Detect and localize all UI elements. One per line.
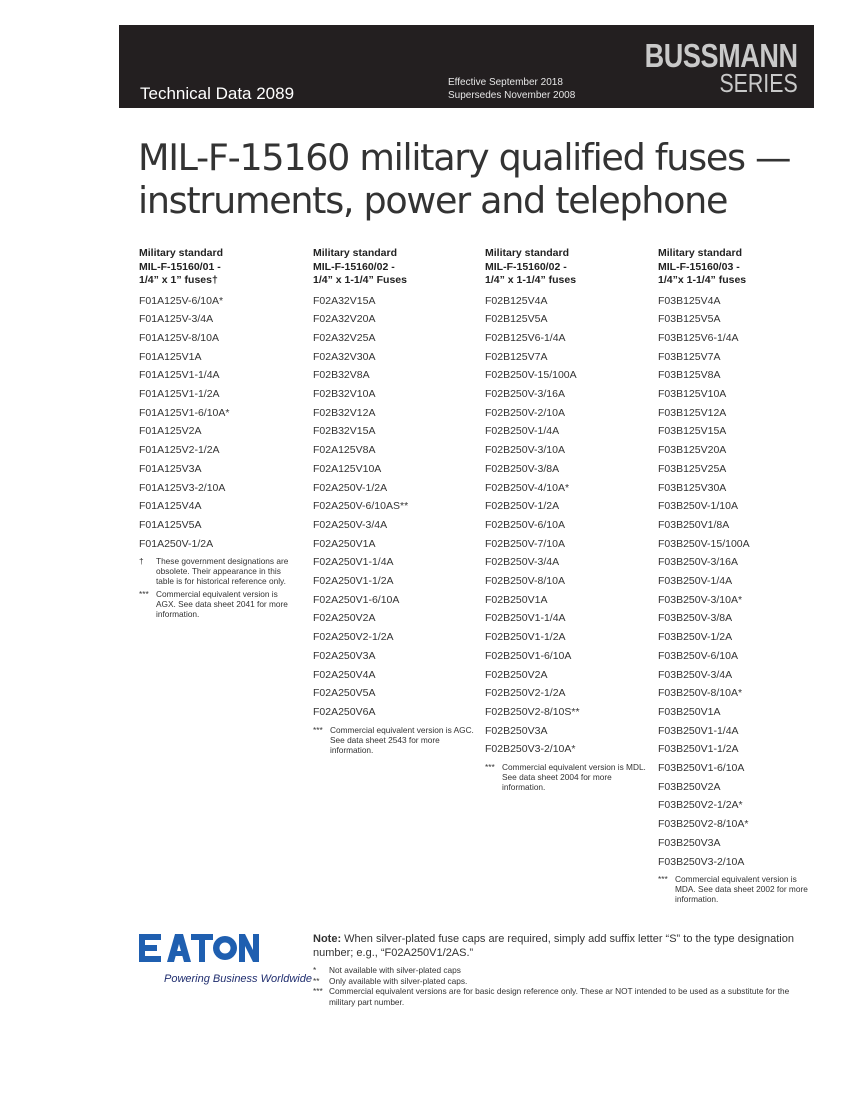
part-number: F02B250V3A: [485, 724, 548, 737]
part-number: F01A250V-1/2A: [139, 537, 214, 550]
part-number: F02B32V12A: [313, 406, 376, 419]
part-number: F02B250V-3/10A: [485, 444, 565, 457]
part-number: F02B250V1A: [485, 593, 548, 606]
part-number: F02B32V10A: [313, 388, 376, 401]
column-footnote: [313, 725, 478, 755]
footnote-symbol: *: [313, 965, 317, 975]
part-number: F02B250V1-1/2A: [485, 631, 566, 644]
part-number: F02A32V15A: [313, 294, 376, 307]
part-number: F03B250V-3/8A: [658, 612, 733, 625]
part-number: F02A250V3A: [313, 649, 376, 662]
column-15160-01: [139, 247, 299, 619]
part-number: F02A250V4A: [313, 668, 376, 681]
part-number: F03B250V-8/10A*: [658, 687, 743, 700]
part-number: F02A125V10A: [313, 462, 382, 475]
part-number: F02A250V1A: [313, 537, 376, 550]
footnote-text: Only available with silver-plated caps.: [329, 975, 468, 986]
header-banner: [119, 25, 814, 108]
part-number: F03B125V20A: [658, 444, 727, 457]
part-number: F03B250V1/8A: [658, 518, 730, 531]
part-number: F01A125V-6/10A*: [139, 294, 224, 307]
part-number: F01A125V1-6/10A*: [139, 406, 230, 419]
part-number: F02B32V15A: [313, 425, 376, 438]
heading-line: 1/4” x 1” fuses†: [139, 274, 218, 286]
part-number: F02B250V-1/4A: [485, 425, 560, 438]
part-number: F02A32V20A: [313, 313, 376, 326]
footnote: [313, 986, 813, 1007]
part-number: F03B125V25A: [658, 462, 727, 475]
part-number: F02B125V4A: [485, 294, 548, 307]
heading-line: 1/4” x 1-1/4” fuses: [485, 274, 577, 286]
brand-series: SERIES: [719, 68, 798, 98]
part-number: F01A125V3A: [139, 462, 202, 475]
part-number: F01A125V2A: [139, 425, 202, 438]
part-number: F02A250V5A: [313, 687, 376, 700]
column-15160-02a: [313, 247, 478, 755]
heading-line: MIL-F-15160/01 -: [139, 260, 221, 273]
column-heading: [658, 247, 813, 288]
footnote: [313, 976, 813, 987]
technical-data-label: Technical Data 2089: [140, 84, 295, 103]
footnote-text: These government designations are obsolete. Their appearance in this table is for historical reference only.: [156, 556, 289, 587]
part-number: F03B250V1-1/2A: [658, 743, 739, 756]
footnotes: [313, 965, 813, 1007]
heading-line: MIL-F-15160/02 -: [313, 260, 395, 273]
part-number: F02B250V-6/10A: [485, 518, 565, 531]
column-heading: [313, 247, 478, 288]
footnote: [313, 965, 813, 976]
footnote-symbol: ***: [313, 986, 323, 996]
footnote-symbol: ***: [313, 724, 323, 735]
part-number: F02B250V-7/10A: [485, 537, 565, 550]
column-footnote: [139, 556, 299, 586]
part-number: F01A125V2-1/2A: [139, 444, 220, 457]
footnote-text: Commercial equivalent version is AGC. See data sheet 2543 for more information.: [330, 724, 474, 755]
column-heading: [139, 247, 299, 288]
part-number: F03B125V4A: [658, 294, 721, 307]
part-number: F02B250V1-1/4A: [485, 612, 566, 625]
part-number: F03B125V6-1/4A: [658, 331, 739, 344]
part-number: F02B125V7A: [485, 350, 548, 363]
footnote-symbol: ***: [658, 874, 668, 885]
part-number: F03B250V-3/4A: [658, 668, 733, 681]
part-number: F03B250V2-8/10A*: [658, 818, 749, 831]
column-footnote: [485, 762, 650, 792]
footnote-symbol: **: [313, 975, 320, 986]
part-number: F03B125V8A: [658, 369, 721, 382]
part-number: F01A125V-3/4A: [139, 313, 214, 326]
heading-line: Military standard: [313, 247, 398, 259]
note-body: When silver-plated fuse caps are required, simply add suffix letter “S” to the type designation number; e.g., “F02A250V1/2AS.”: [313, 933, 794, 959]
part-number: F02A250V1-1/2A: [313, 575, 394, 588]
part-number: F01A125V1-1/2A: [139, 388, 220, 401]
part-number: F02B250V-8/10A: [485, 575, 565, 588]
page-title: [138, 136, 790, 222]
part-number: F02B125V6-1/4A: [485, 331, 566, 344]
part-number: F02A125V8A: [313, 444, 376, 457]
supersedes-date: Supersedes November 2008: [448, 90, 576, 101]
heading-line: Military standard: [485, 247, 570, 259]
footnote-text: Commercial equivalent version is MDL. See data sheet 2004 for more information.: [502, 762, 646, 793]
bottom-note-section: [313, 932, 813, 1007]
part-number: F02B250V1-6/10A: [485, 649, 572, 662]
part-number: F02B250V2A: [485, 668, 548, 681]
part-number: F02A250V6A: [313, 705, 376, 718]
part-number: F03B250V-6/10A: [658, 649, 738, 662]
part-number: F03B125V5A: [658, 313, 721, 326]
part-number: F03B250V-1/4A: [658, 575, 733, 588]
part-number: F03B125V7A: [658, 350, 721, 363]
part-number: F02A250V-1/2A: [313, 481, 388, 494]
part-number: F02B250V2-8/10S**: [485, 705, 580, 718]
part-number: F03B250V-1/10A: [658, 500, 738, 513]
part-number: F03B125V15A: [658, 425, 727, 438]
column-15160-02b: [485, 247, 650, 792]
part-number: F02A250V-6/10AS**: [313, 500, 409, 513]
part-number: F03B250V-1/2A: [658, 631, 733, 644]
part-number: F03B125V10A: [658, 388, 727, 401]
part-number: F01A125V4A: [139, 500, 202, 513]
part-number: F02A250V1-6/10A: [313, 593, 400, 606]
note-label: Note:: [313, 933, 342, 945]
column-footnote: [139, 589, 299, 619]
part-number: F02A250V-3/4A: [313, 518, 388, 531]
part-number: F02B32V8A: [313, 369, 370, 382]
bussmann-logo: [611, 39, 798, 96]
part-number: F03B125V12A: [658, 406, 727, 419]
part-number: F02A250V1-1/4A: [313, 556, 394, 569]
part-number: F03B125V30A: [658, 481, 727, 494]
footnote-text: Commercial equivalent versions are for basic design reference only. These ar NOT intended to be used as a substitute for the military part number.: [329, 986, 790, 1007]
title-line-2: instruments, power and telephone: [138, 179, 728, 222]
brand-name: BUSSMANN: [644, 37, 798, 74]
part-number: F02B250V-2/10A: [485, 406, 565, 419]
part-number: F02A32V25A: [313, 331, 376, 344]
part-number: F03B250V3-2/10A: [658, 855, 745, 868]
part-number: F03B250V2-1/2A*: [658, 799, 743, 812]
note-text: [313, 932, 813, 960]
eaton-logo: [139, 932, 312, 985]
heading-line: MIL-F-15160/02 -: [485, 260, 567, 273]
effective-date: Effective September 2018: [448, 77, 563, 88]
eaton-tagline: Powering Business Worldwide: [164, 973, 312, 985]
part-number: F03B250V-3/10A*: [658, 593, 743, 606]
heading-line: Military standard: [658, 247, 743, 259]
part-number: F02B250V-3/8A: [485, 462, 560, 475]
part-number: F01A125V-8/10A: [139, 331, 219, 344]
part-number: F01A125V5A: [139, 518, 202, 531]
part-number: F03B250V2A: [658, 780, 721, 793]
part-number: F02A250V2-1/2A: [313, 631, 394, 644]
part-number: F03B250V1A: [658, 705, 721, 718]
column-footnote: [658, 874, 813, 904]
footnote-symbol: †: [139, 556, 144, 567]
footnote-text: Commercial equivalent version is MDA. See data sheet 2002 for more information.: [675, 874, 808, 905]
part-number: F02B250V-15/100A: [485, 369, 577, 382]
part-number: F02B250V-3/16A: [485, 388, 565, 401]
part-number: F02B250V-1/2A: [485, 500, 560, 513]
footnote-text: Not available with silver-plated caps: [329, 965, 461, 975]
heading-line: MIL-F-15160/03 -: [658, 260, 740, 273]
column-15160-03: [658, 247, 813, 904]
footnote-symbol: ***: [139, 589, 149, 600]
footnote-text: Commercial equivalent version is AGX. See data sheet 2041 for more information.: [156, 589, 288, 620]
part-number: F02B250V-4/10A*: [485, 481, 570, 494]
heading-line: 1/4”x 1-1/4” fuses: [658, 274, 747, 286]
part-number: F02B250V2-1/2A: [485, 687, 566, 700]
part-number: F02B250V3-2/10A*: [485, 743, 576, 756]
column-heading: [485, 247, 650, 288]
title-line-1: MIL-F-15160 military qualified fuses —: [138, 136, 791, 179]
part-number: F03B250V1-6/10A: [658, 762, 745, 775]
part-number: F02A250V2A: [313, 612, 376, 625]
part-number: F02A32V30A: [313, 350, 376, 363]
part-number: F01A125V1A: [139, 350, 202, 363]
part-number: F03B250V3A: [658, 836, 721, 849]
part-number: F01A125V1-1/4A: [139, 369, 220, 382]
eaton-wordmark-icon: [139, 932, 259, 964]
part-number: F02B125V5A: [485, 313, 548, 326]
heading-line: Military standard: [139, 247, 224, 259]
part-number: F01A125V3-2/10A: [139, 481, 226, 494]
date-info: [448, 76, 575, 102]
part-number: F03B250V-3/16A: [658, 556, 738, 569]
part-number: F02B250V-3/4A: [485, 556, 560, 569]
part-number: F03B250V1-1/4A: [658, 724, 739, 737]
part-number: F03B250V-15/100A: [658, 537, 750, 550]
footnote-symbol: ***: [485, 762, 495, 773]
heading-line: 1/4” x 1-1/4” Fuses: [313, 274, 407, 286]
